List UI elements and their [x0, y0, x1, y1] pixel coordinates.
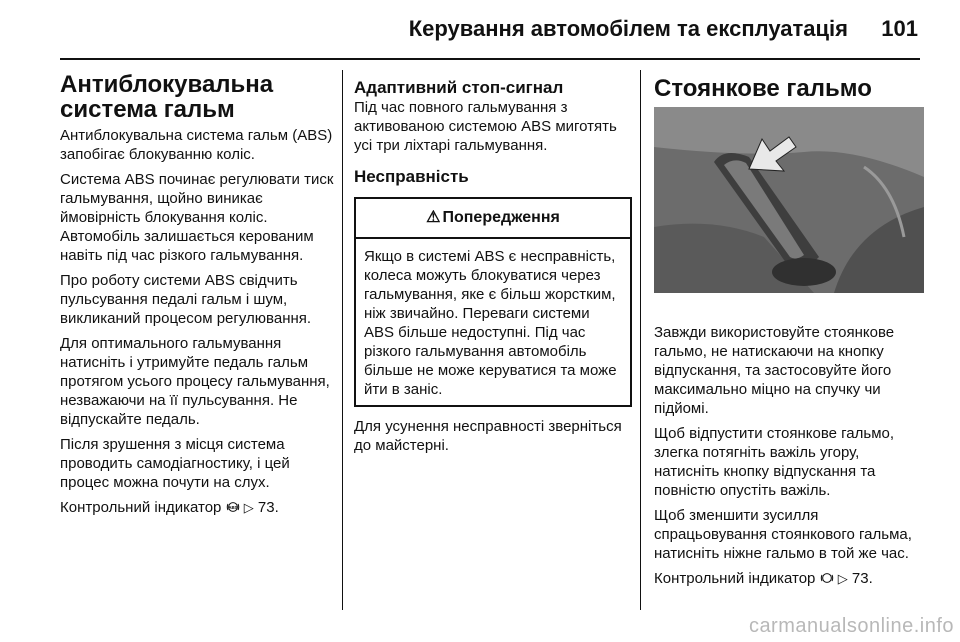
indicator-label: Контрольний індикатор: [654, 570, 816, 587]
warning-text: Якщо в системі ABS є несправність, колеса можуть блокуватися через гальмування, яке є більш жорстким, ніж звичайно. Переваги системи ABS більше недоступні. Під час різкого гальмування автомобіль більше не може керуватися та може йти в заніс.: [364, 248, 617, 398]
page-reference-icon: ▷: [243, 500, 254, 515]
column-divider: [342, 70, 343, 610]
page-reference-icon: ▷: [837, 571, 848, 586]
adaptive-paragraph: Під час повного гальмування з активованою системою ABS миготять усі три ліхтарі гальмування.: [354, 99, 617, 154]
brake-indicator-icon: [820, 571, 834, 585]
parking-heading: Стоянкове гальмо: [654, 75, 872, 102]
abs-paragraph: Для оптимального гальмування натисніть і утримуйте педаль гальм протягом усього процесу гальмування, незважаючи на її пульсування. Не відпускайте педаль.: [60, 335, 330, 428]
abs-paragraph: Система ABS починає регулювати тиск гальмування, щойно виникає ймовірність блокування коліс. Автомобіль залишається керованим навіть під час різкого гальмування.: [60, 171, 334, 264]
abs-paragraph: Після зрушення з місця система проводить самодіагностику, і цей процес можна почути на слух.: [60, 436, 290, 491]
warning-header: [356, 199, 630, 239]
indicator-label: Контрольний індикатор: [60, 499, 222, 516]
reference-page[interactable]: 73.: [851, 570, 873, 587]
parking-indicator-line: [654, 569, 924, 588]
watermark: carmanualsonline.info: [748, 615, 954, 637]
parking-paragraph: Завжди використовуйте стоянкове гальмо, не натискаючи на кнопку відпускання, та застосовуйте його максимально міцно на спучку чи підйомі.: [654, 324, 895, 417]
section-title: Керування автомобілем та експлуатація: [408, 16, 848, 41]
abs-paragraph: Антиблокувальна система гальм (ABS) запобігає блокуванню коліс.: [60, 127, 333, 163]
reference-page[interactable]: 73.: [257, 499, 279, 516]
warning-body: [356, 239, 630, 405]
parking-brake-image: [654, 107, 924, 293]
abs-paragraph: Про роботу системи ABS свідчить пульсування педалі гальм і шум, викликаний процесом регулювання.: [60, 272, 312, 327]
fault-paragraph: Для усунення несправності зверніться до майстерні.: [354, 418, 622, 454]
parking-paragraph: Щоб зменшити зусилля спрацьовування стоянкового гальма, натисніть ніжне гальмо в той же час.: [654, 507, 912, 562]
parking-brake-section: [654, 70, 924, 594]
parking-paragraph: Щоб відпустити стоянкове гальмо, злегка потягніть важіль угору, натисніть кнопку відпускання та повністю опустіть важіль.: [654, 425, 895, 499]
adaptive-fault-section: [354, 70, 632, 461]
warning-box: [354, 197, 632, 407]
abs-heading: Антиблокувальна система гальм: [60, 71, 274, 123]
fault-heading: Несправність: [354, 167, 469, 186]
abs-indicator-icon: [226, 500, 240, 514]
warning-title: Попередження: [442, 209, 560, 226]
column-divider: [640, 70, 641, 610]
header-divider: [60, 58, 920, 60]
page-number: 101: [881, 16, 918, 41]
abs-section: [60, 70, 336, 523]
abs-indicator-line: [60, 498, 336, 517]
page-header: [0, 0, 960, 62]
adaptive-heading: Адаптивний стоп-сигнал: [354, 78, 564, 97]
warning-triangle-icon: ⚠: [426, 209, 441, 226]
svg-text:ABS: ABS: [227, 504, 238, 510]
